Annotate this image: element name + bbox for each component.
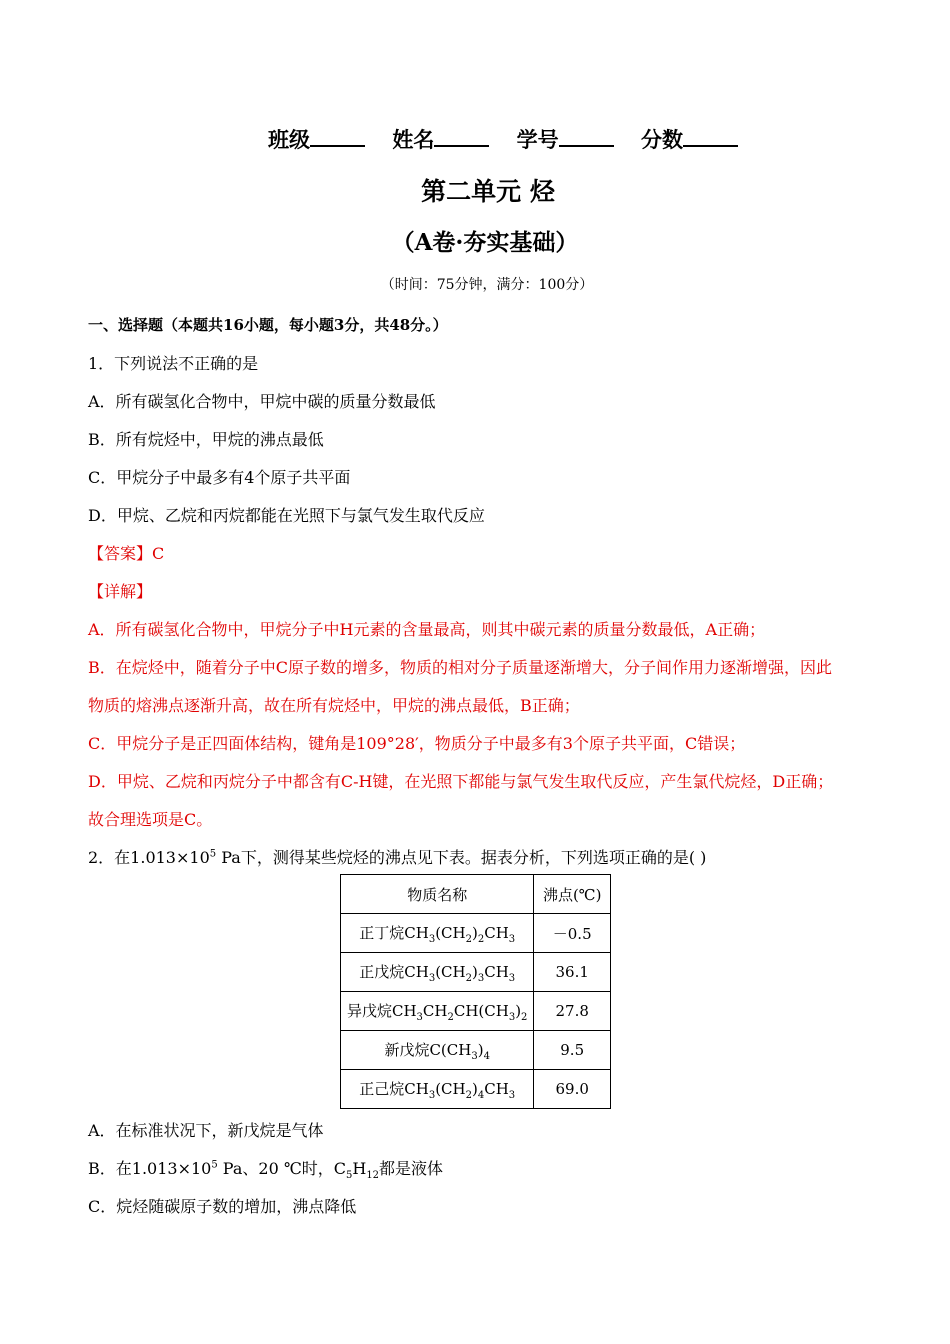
- table-row: [341, 914, 611, 953]
- q2-option-c: C．烷烃随碳原子数的增加，沸点降低: [88, 1197, 357, 1216]
- class-field: [268, 124, 365, 154]
- score-field: [641, 124, 738, 154]
- class-blank[interactable]: [310, 129, 365, 147]
- table-row: [341, 1031, 611, 1070]
- q1-detail-c: C．甲烷分子是正四面体结构，键角是109°28′，物质分子中最多有3个原子共平面，C错误；: [88, 734, 746, 753]
- q2-stem: [88, 845, 706, 868]
- q1-option-c: C．甲烷分子中最多有4个原子共平面: [88, 468, 351, 487]
- q2-stem-post: Pa下，测得某些烷烃的沸点见下表。据表分析，下列选项正确的是( ): [216, 848, 707, 867]
- number-field: [517, 124, 614, 154]
- page-subtitle: （A卷·夯实基础）: [391, 229, 579, 256]
- table-cell-name: 正戊烷$CH_3(CH_2)_3CH_3$: [341, 953, 534, 992]
- q1-detail-conclusion: 故合理选项是C。: [88, 810, 213, 829]
- answer-label: 【答案】: [88, 544, 153, 563]
- number-blank[interactable]: [559, 129, 614, 147]
- q1-detail-label: 【详解】: [88, 582, 153, 601]
- student-info-line: [0, 124, 950, 154]
- name-field: [392, 124, 489, 154]
- class-label: 班级: [268, 127, 311, 152]
- q1-detail-d: D．甲烷、乙烷和丙烷分子中都含有C-H键，在光照下都能与氯气发生取代反应，产生氯代烷烃，D正确；: [88, 772, 834, 791]
- page-title: 第二单元 烃: [421, 177, 555, 206]
- number-label: 学号: [516, 127, 559, 152]
- table-cell-name: 异戊烷$CH_3CH_2CH(CH_3)_2$: [341, 992, 534, 1031]
- name-label: 姓名: [392, 127, 435, 152]
- table-header-name: 物质名称: [341, 875, 534, 914]
- table-cell-bp: －0.5: [534, 914, 611, 953]
- answer-value: C: [152, 544, 165, 563]
- q1-answer: [88, 541, 164, 564]
- q1-option-b: B．所有烷烃中，甲烷的沸点最低: [88, 430, 324, 449]
- q1-detail-a: A．所有碳氢化合物中，甲烷分子中H元素的含量最高，则其中碳元素的质量分数最低，A正确；: [88, 620, 766, 639]
- q2-stem-exponent: 5: [209, 848, 217, 860]
- table-row: [341, 1070, 611, 1109]
- exam-meta: （时间：75分钟，满分：100分）: [380, 277, 594, 293]
- table-header-row: [341, 875, 611, 914]
- table-cell-name: 新戊烷$C(CH_3)_4$: [341, 1031, 534, 1070]
- table-cell-bp: 9.5: [534, 1031, 611, 1070]
- q1-detail-b1: B．在烷烃中，随着分子中C原子数的增多，物质的相对分子质量逐渐增大，分子间作用力逐渐增强，因此: [88, 658, 833, 677]
- name-blank[interactable]: [434, 129, 489, 147]
- table-cell-name: 正己烷$CH_3(CH_2)_4CH_3$: [341, 1070, 534, 1109]
- q1-stem: 1．下列说法不正确的是: [88, 354, 259, 373]
- table-cell-name: 正丁烷$CH_3(CH_2)_2CH_3$: [341, 914, 534, 953]
- score-label: 分数: [640, 127, 683, 152]
- section-heading: 一、选择题（本题共16小题，每小题3分，共48分。）: [88, 316, 448, 334]
- q1-option-d: D．甲烷、乙烷和丙烷都能在光照下与氯气发生取代反应: [88, 506, 485, 525]
- q2-stem-pre: 2．在1.013×10: [88, 848, 210, 867]
- q2-option-b: B．在$1.013\times 10^5$ Pa、20 ℃时，$C_5H_{12}$都是液体: [88, 1159, 444, 1182]
- q1-option-a: A．所有碳氢化合物中，甲烷中碳的质量分数最低: [88, 392, 436, 411]
- table-row: [341, 992, 611, 1031]
- table-header-bp: 沸点(℃): [534, 875, 611, 914]
- table-cell-bp: 69.0: [534, 1070, 611, 1109]
- table-cell-bp: 36.1: [534, 953, 611, 992]
- boiling-point-table: [340, 874, 611, 1109]
- q2-option-a: A．在标准状况下，新戊烷是气体: [88, 1121, 324, 1140]
- table-cell-bp: 27.8: [534, 992, 611, 1031]
- table-row: [341, 953, 611, 992]
- q1-detail-b2: 物质的熔沸点逐渐升高，故在所有烷烃中，甲烷的沸点最低，B正确；: [88, 696, 580, 715]
- score-blank[interactable]: [683, 129, 738, 147]
